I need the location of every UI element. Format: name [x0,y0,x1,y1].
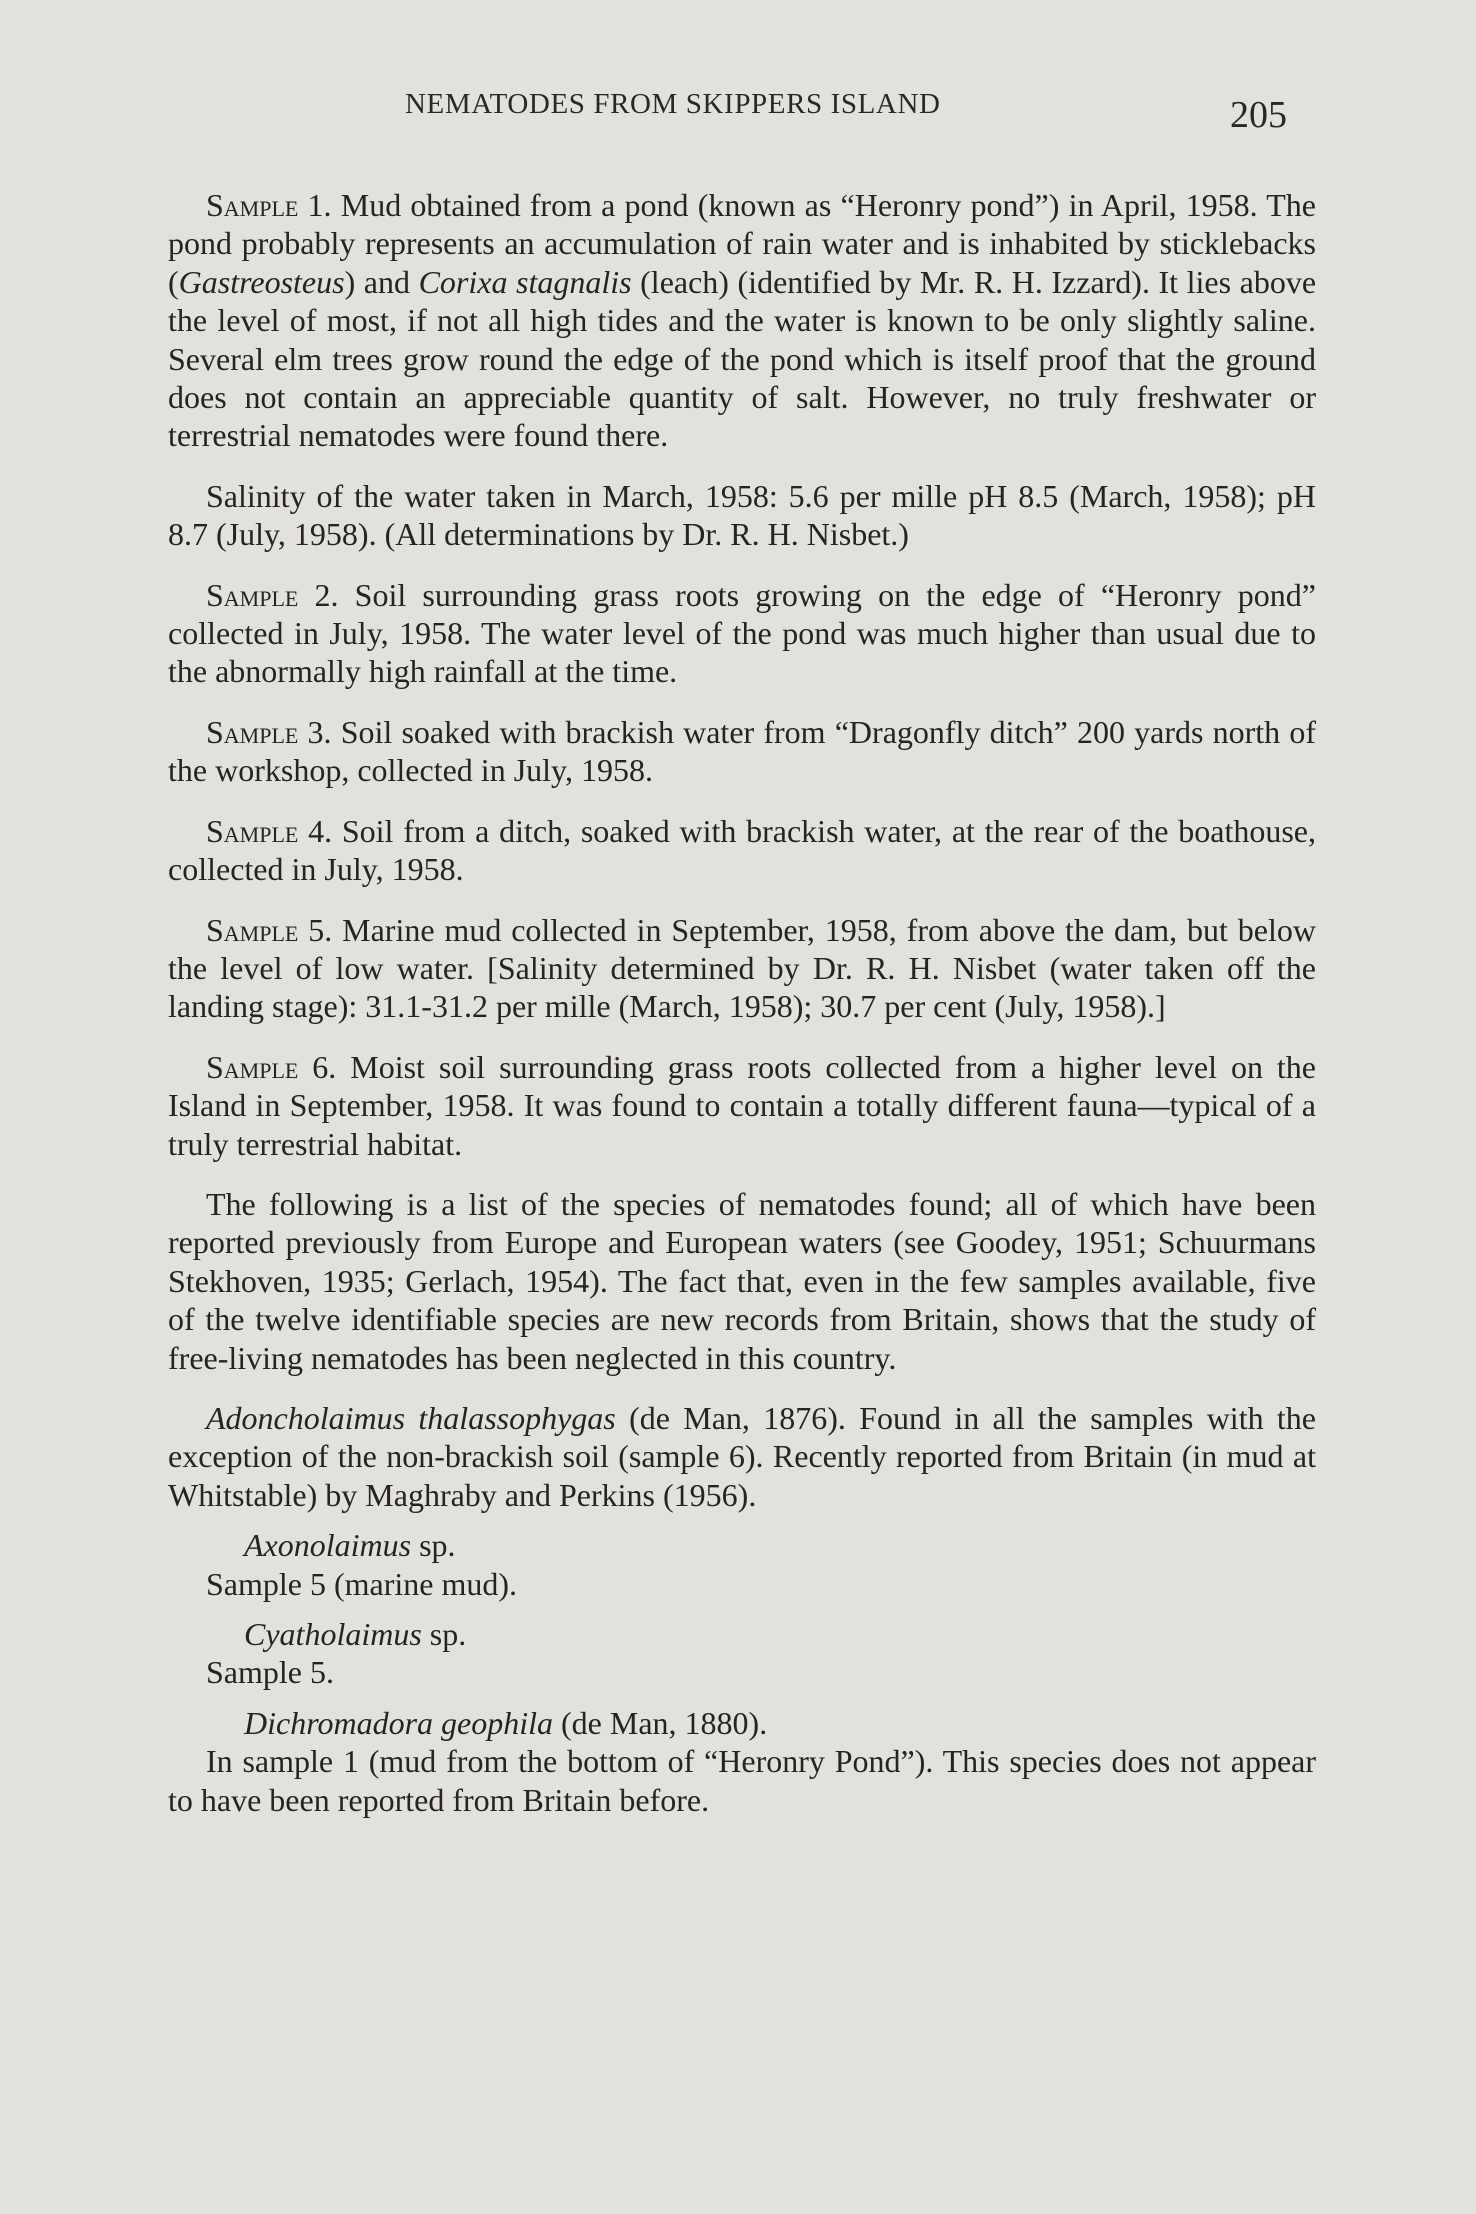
species-axonolaimus-text: Sample 5 (marine mud). [206,1565,518,1602]
species-name: Axonolaimus [244,1527,412,1564]
species-dichromadora-name [168,1704,1316,1742]
sample-3-text: 3. Soil soaked with brackish water from “Dragonfly ditch” 200 yards north of the workshop, collected in July, 1958. [168,713,1316,789]
taxon-corixa: Corixa stagnalis [418,263,632,300]
sample-6-paragraph [168,1048,1316,1163]
species-description: (de Man, 1876). Found in all the samples with the exception of the non-brackish soil (sample 6). Recently reported from Britain (in mud at Whitstable) by Maghraby and Perkins (1956). [168,1399,1317,1513]
sample-6-label: Sample [206,1048,299,1085]
sample-1-label: Sample [206,187,299,223]
sample-5-label: Sample [206,911,299,948]
sample-4-text: 4. Soil from a ditch, soaked with brackish water, at the rear of the boathouse, collected in July, 1958. [168,812,1316,888]
species-dichromadora-text: In sample 1 (mud from the bottom of “Heronry Pond”). This species does not appear to have been reported from Britain before. [168,1743,1316,1818]
species-suffix: sp. [421,1616,467,1652]
species-axonolaimus-name [168,1526,1316,1564]
species-name: Cyatholaimus [244,1616,422,1652]
sample-1-text-c: (leach) (identified by Mr. R. H. Izzard). It lies above the level of most, if not all high tides and the water is known to be only slightly saline. Several elm trees grow round the edge of the pond which is itself proof that the ground does not contain an appreciable quantity of salt. However, no truly freshwater or terrestrial nematodes were found there. [168,263,1317,454]
sample-6-text: 6. Moist soil surrounding grass roots collected from a higher level on the Island in September, 1958. It was found to contain a totally different fauna—typical of a truly terrestrial habitat. [168,1048,1316,1162]
species-cyatholaimus-text: Sample 5. [206,1654,334,1691]
species-author: (de Man, 1880). [553,1704,768,1741]
sample-5-text: 5. Marine mud collected in September, 1958, from above the dam, but below the level of low water. [Salinity determined by Dr. R. H. Nisbet (water taken off the landing stage): 31.1-31.2 per mille (March, 1958); 30.7 per cent (July, 1958).] [168,911,1316,1025]
species-suffix: sp. [411,1527,456,1564]
salinity-paragraph: Salinity of the water taken in March, 1958: 5.6 per mille pH 8.5 (March, 1958); pH 8.7 (July, 1958). (All determinations by Dr. R. H. Nisbet.) [168,477,1316,553]
sample-4-label: Sample [206,812,299,849]
species-list-intro: The following is a list of the species of nematodes found; all of which have been reported previously from Europe and European waters (see Goodey, 1951; Schuurmans Stekhoven, 1935; Gerlach, 1954). The fact that, even in the few samples available, five of the twelve identifiable species are new records from Britain, shows that the study of free-living nematodes has been neglected in this country. [168,1185,1316,1376]
page-number: 205 [1230,94,1287,136]
sample-1-text-a: 1. Mud obtained from a pond (known as “Heronry pond”) in April, 1958. The pond probably represents an accumulation of rain water and is inhabited by sticklebacks ( [168,187,1316,300]
taxon-gastreosteus: Gastreosteus [178,263,345,300]
species-cyatholaimus-name [168,1615,1316,1653]
sample-3-paragraph [168,713,1316,790]
sample-2-text: 2. Soil surrounding grass roots growing on the edge of “Heronry pond” collected in July, 1958. The water level of the pond was much higher than usual due to the abnormally high rainfall at the time. [168,576,1316,690]
running-title: NEMATODES FROM SKIPPERS ISLAND [405,88,941,120]
sample-3-label: Sample [206,713,299,750]
body-text [168,186,1316,1831]
species-adoncholaimus [168,1399,1316,1514]
sample-1-text-b: ) and [344,263,419,300]
species-name: Adoncholaimus thalassophygas [206,1399,616,1436]
sample-2-paragraph [168,576,1316,691]
sample-2-label: Sample [206,576,299,613]
sample-1-paragraph [168,186,1316,455]
sample-5-paragraph [168,911,1316,1026]
sample-4-paragraph [168,812,1316,889]
species-name: Dichromadora geophila [244,1704,554,1741]
